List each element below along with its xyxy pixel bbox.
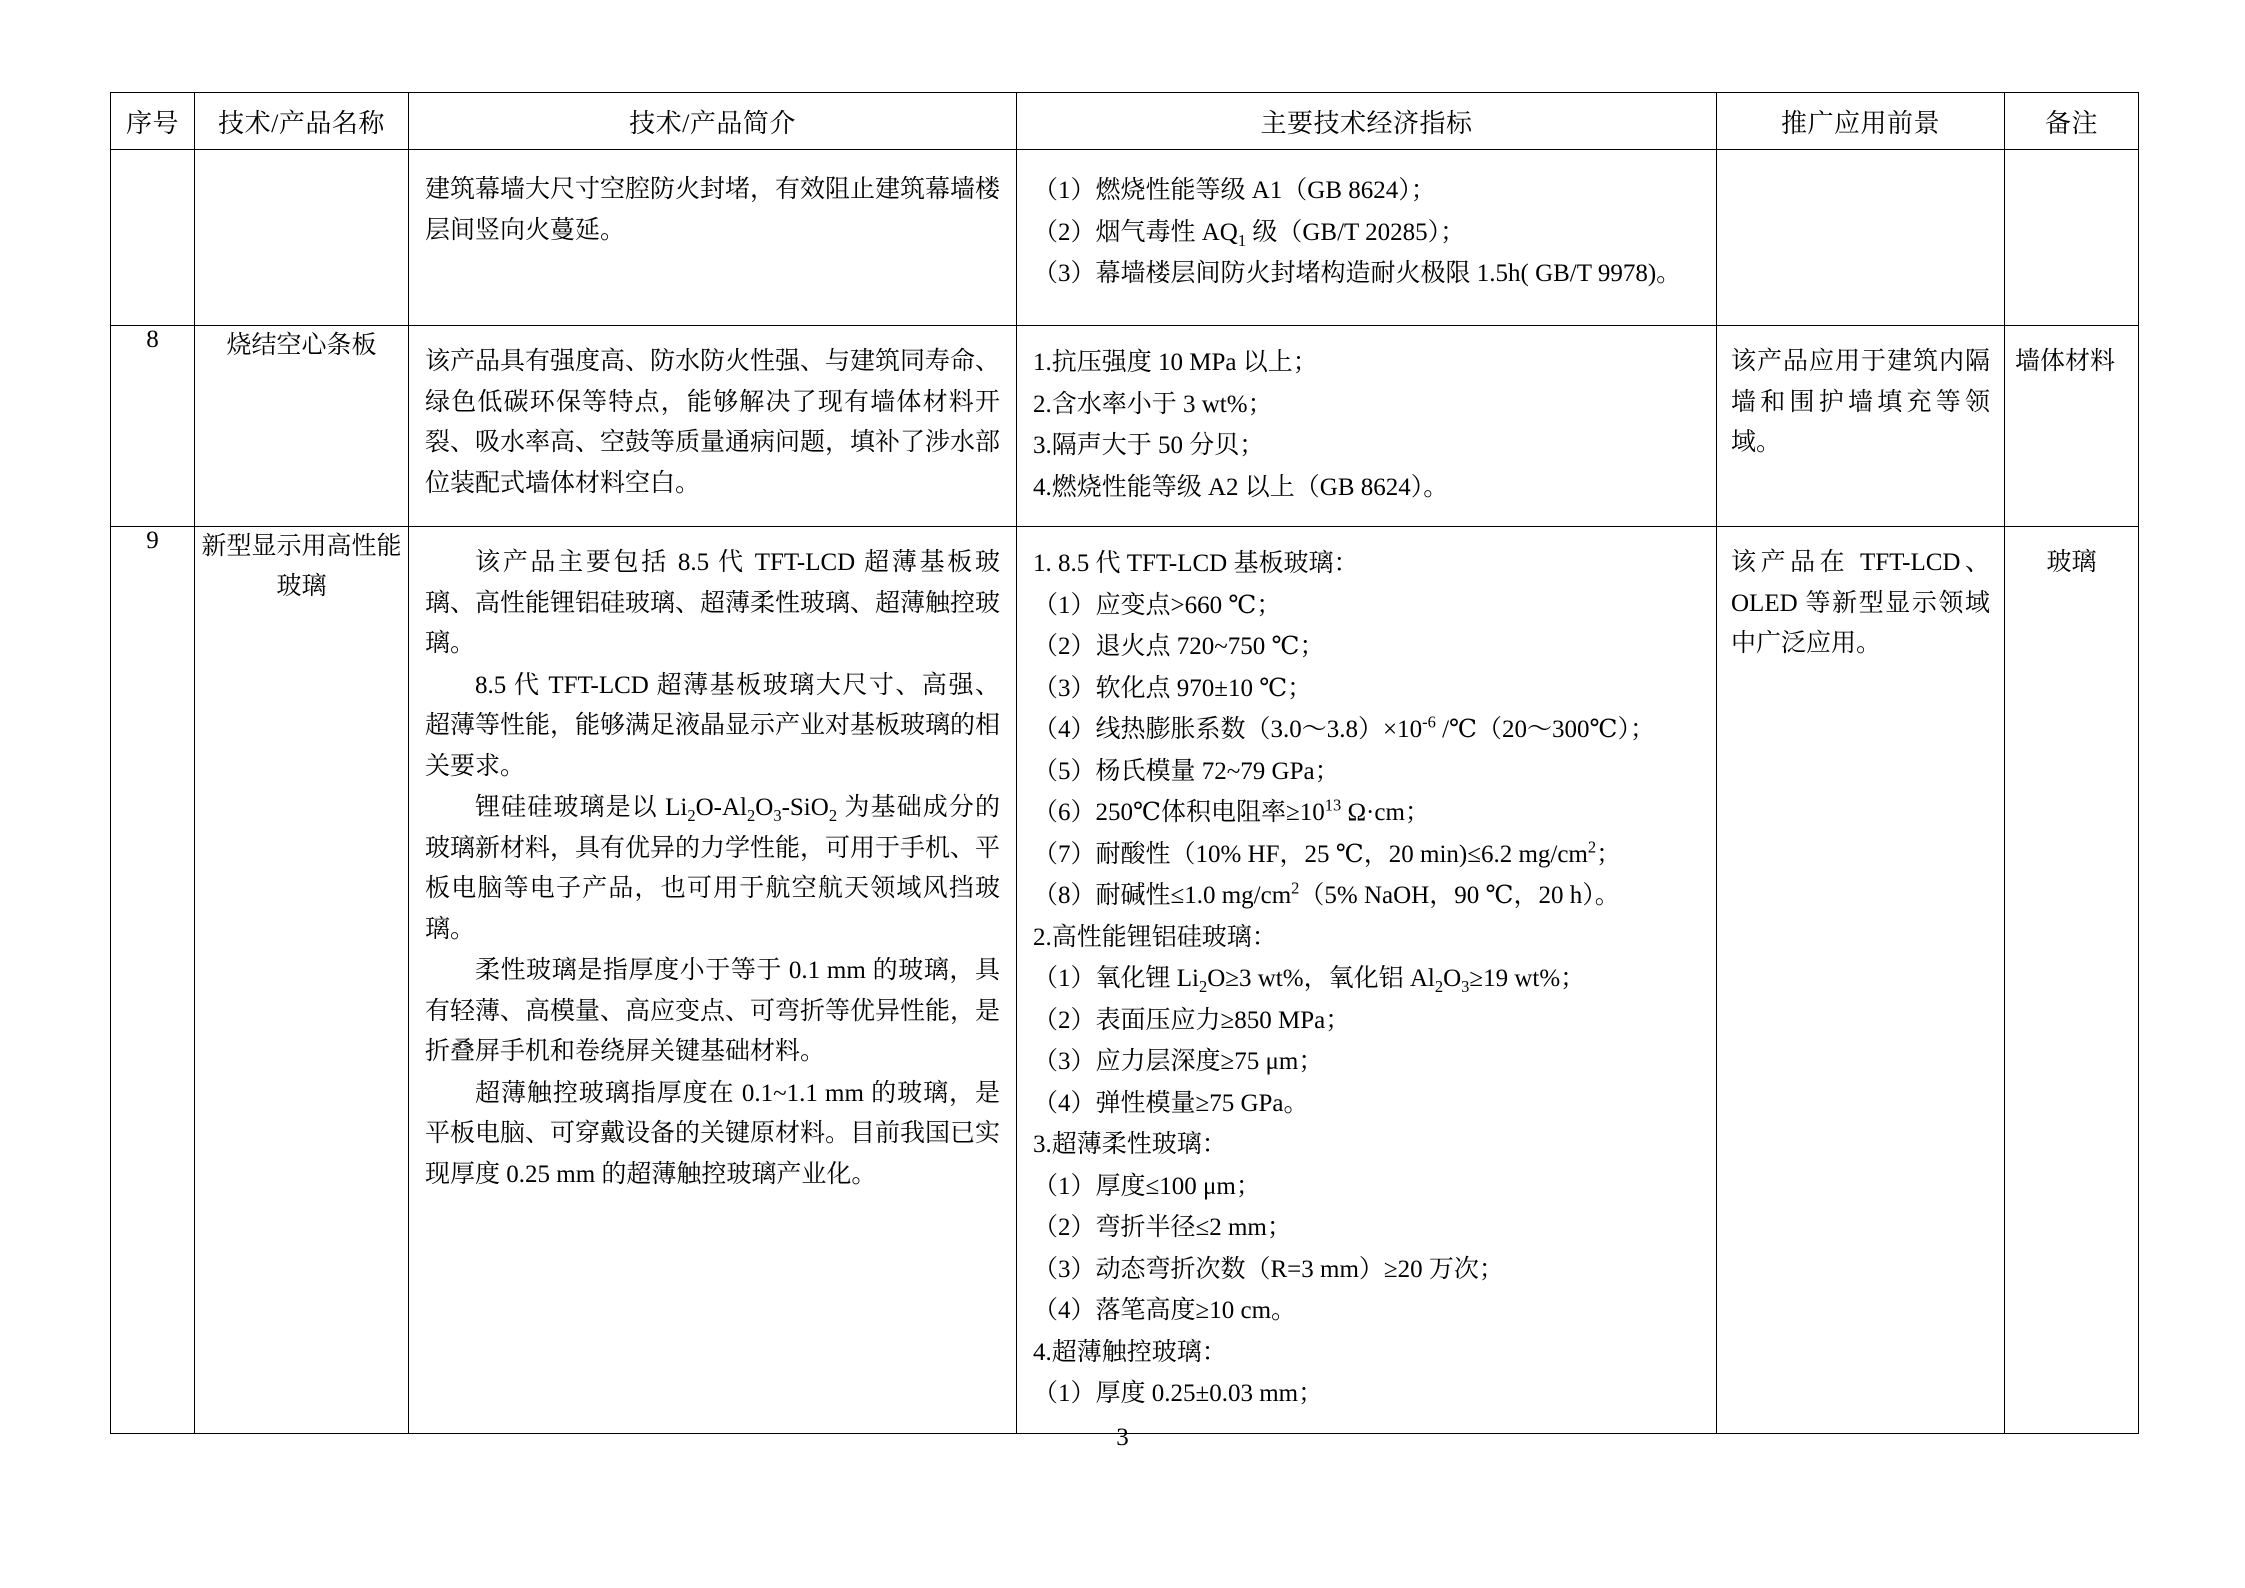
product-name: 新型显示用高性能玻璃	[201, 533, 402, 600]
product-name: 烧结空心条板	[226, 332, 377, 359]
cell-seq: 8	[111, 326, 195, 527]
desc-paragraph: 8.5 代 TFT-LCD 超薄基板玻璃大尺寸、高强、超薄等性能，能够满足液晶显示产业对基板玻璃的相关要求。	[425, 671, 1001, 780]
indicator-line: （2）退火点 720~750 ℃；	[1033, 633, 1325, 660]
cell-indicators	[1017, 326, 1717, 527]
indicator-line: （2）烟气毒性 $AQ_1$ 级（GB/T 20285）；	[1033, 218, 1466, 250]
table-row	[111, 326, 2139, 527]
note-text: 玻璃	[2046, 549, 2097, 576]
indicator-line: （1）应变点>660 ℃；	[1033, 591, 1282, 619]
cell-name	[195, 326, 409, 527]
desc-paragraph: 该产品具有强度高、防水防火性强、与建筑同寿命、绿色低碳环保等特点，能够解决了现有墙体材料开裂、吸水率高、空鼓等质量通病问题，填补了涉水部位装配式墙体材料空白。	[425, 348, 1001, 497]
indicator-line: （2）弯折半径≤2 mm；	[1033, 1214, 1292, 1241]
cell-desc	[409, 326, 1017, 527]
table-row	[111, 150, 2139, 326]
table-row	[111, 527, 2139, 1434]
indicator-line: 3.超薄柔性玻璃：	[1033, 1131, 1227, 1158]
desc-paragraph: 超薄触控玻璃指厚度在 0.1~1.1 mm 的玻璃，是平板电脑、可穿戴设备的关键原材料。目前我国已实现厚度 0.25 mm 的超薄触控玻璃产业化。	[425, 1079, 1001, 1188]
indicator-line: （3）应力层深度≥75 μm；	[1033, 1048, 1324, 1075]
indicator-line: （5）杨氏模量 72~79 GPa；	[1033, 757, 1340, 785]
indicator-line: （1）氧化锂 $Li_2O\ge 3$ wt%，氧化铝 $Al_2O_3\ge 19$ wt%；	[1033, 965, 1586, 996]
desc-paragraph: 柔性玻璃是指厚度小于等于 0.1 mm 的玻璃，具有轻薄、高模量、高应变点、可弯折等优异性能，是折叠屏手机和卷绕屏关键基础材料。	[425, 957, 1001, 1065]
indicator-line: （4）弹性模量≥75 GPa。	[1033, 1089, 1309, 1117]
cell-prospect	[1717, 326, 2005, 527]
cell-indicators	[1017, 150, 1717, 326]
cell-note	[2005, 150, 2139, 326]
technology-products-table	[110, 92, 2139, 1434]
cell-note	[2005, 326, 2139, 527]
indicator-line: 2.高性能锂铝硅玻璃：	[1033, 923, 1277, 951]
page-number: 3	[1116, 1424, 1129, 1451]
desc-paragraph: 锂硅硅玻璃是以 $Li_2O-Al_2O_3-SiO_2$ 为基础成分的玻璃新材料，具有优异的力学性能，可用于手机、平板电脑等电子产品，也可用于航空航天领域风挡玻璃。	[425, 794, 1001, 943]
table-header-row	[111, 93, 2139, 150]
note-text: 墙体材料	[2015, 348, 2116, 375]
header-seq: 序号	[111, 93, 195, 150]
indicator-line: （7）耐酸性（10% HF，25 ℃，20 min)≤6.2 $mg/cm^2$；	[1033, 837, 1622, 868]
cell-name	[195, 150, 409, 326]
cell-indicators	[1017, 527, 1717, 1434]
indicator-line: 4.超薄触控玻璃：	[1033, 1338, 1227, 1366]
indicator-line: 4.燃烧性能等级 A2 以上（GB 8624）。	[1033, 473, 1449, 501]
cell-note	[2005, 527, 2139, 1434]
indicator-line: （2）表面压应力≥850 MPa；	[1033, 1006, 1351, 1034]
indicator-line: （1）厚度 0.25±0.03 mm；	[1033, 1380, 1324, 1407]
cell-seq	[111, 150, 195, 326]
indicator-line: （3）软化点 970±10 ℃；	[1033, 674, 1313, 702]
header-indicators: 主要技术经济指标	[1017, 93, 1717, 150]
desc-paragraph: 建筑幕墙大尺寸空腔防火封堵，有效阻止建筑幕墙楼层间竖向火蔓延。	[425, 176, 1001, 244]
indicator-line: （3）动态弯折次数（R=3 mm）≥20 万次；	[1033, 1255, 1504, 1283]
indicator-line: （8）耐碱性≤1.0 $mg/cm^2(5\%$ NaOH，90 ℃，20 h）。	[1033, 878, 1620, 909]
header-note: 备注	[2005, 93, 2139, 150]
indicator-line: （4）线热膨胀系数$(3.0\sim 3.8)\times 10^{-6}$ /℃（20～300℃）；	[1033, 712, 1655, 743]
indicator-line: （4）落笔高度≥10 cm。	[1033, 1297, 1297, 1324]
indicator-line: （1）燃烧性能等级 A1（GB 8624）；	[1033, 177, 1436, 204]
header-name: 技术/产品名称	[195, 93, 409, 150]
indicator-line: （1）厚度≤100 μm；	[1033, 1172, 1261, 1200]
header-prospect: 推广应用前景	[1717, 93, 2005, 150]
desc-paragraph: 该产品主要包括 8.5 代 TFT-LCD 超薄基板玻璃、高性能锂铝硅玻璃、超薄柔性玻璃、超薄触控玻璃。	[425, 549, 1001, 657]
indicator-line: 1. 8.5 代 TFT-LCD 基板玻璃：	[1033, 550, 1359, 577]
cell-name	[195, 527, 409, 1434]
indicator-line: （6）250℃体积电阻率$\ge 10^{13}$ Ω·cm；	[1033, 795, 1430, 826]
cell-desc	[409, 150, 1017, 326]
indicator-line: 2.含水率小于 3 wt%；	[1033, 390, 1273, 418]
indicator-line: 1.抗压强度 10 MPa 以上；	[1033, 349, 1318, 376]
prospect-text: 该产品在 TFT-LCD、OLED 等新型显示领域中广泛应用。	[1731, 549, 1990, 657]
indicator-line: 3.隔声大于 50 分贝；	[1033, 432, 1265, 459]
cell-prospect	[1717, 527, 2005, 1434]
prospect-text: 该产品应用于建筑内隔墙和围护墙填充等领域。	[1731, 348, 1990, 456]
cell-desc	[409, 527, 1017, 1434]
cell-seq: 9	[111, 527, 195, 1434]
cell-prospect	[1717, 150, 2005, 326]
header-desc: 技术/产品简介	[409, 93, 1017, 150]
indicator-line: （3）幕墙楼层间防火封堵构造耐火极限 1.5h( GB/T 9978)。	[1033, 260, 1682, 287]
